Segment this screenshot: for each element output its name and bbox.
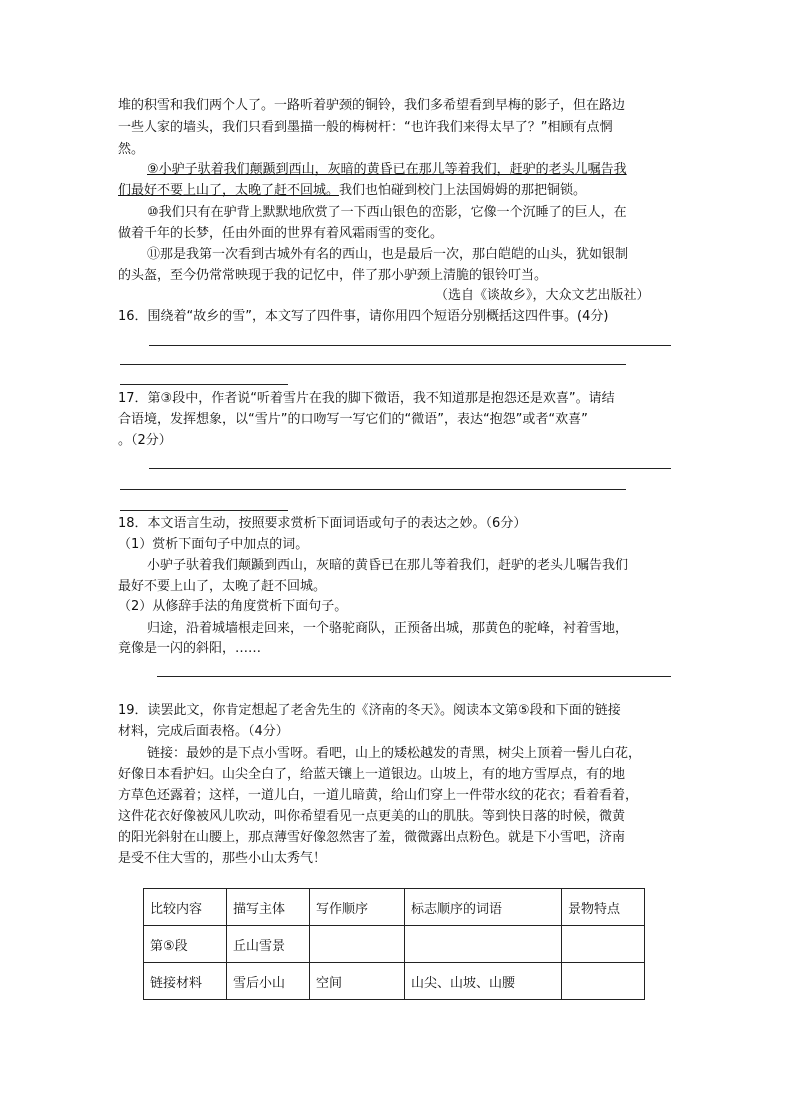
link-material: 这件花衣好像被风儿吹动，叫你希望看见一点更美的山的肌肤。等到快日落的时候，微黄 xyxy=(118,809,626,824)
link-material: 好像日本看护妇。山尖全白了，给蓝天镶上一道银边。山坡上，有的地方雪厚点，有的地 xyxy=(118,767,626,782)
underlined-sentence: 们最好不要上山了，太晚了赶不回城。 xyxy=(118,183,340,198)
passage-line: 做着千年的长梦，任由外面的世界有着风霜雨雪的变化。 xyxy=(118,226,444,241)
table-cell-blank[interactable] xyxy=(562,963,645,1000)
question-19: 19．读罢此文，你肯定想起了老舍先生的《济南的冬天》。阅读本文第⑤段和下面的链接 xyxy=(118,703,621,718)
table-header-cell: 景物特点 xyxy=(562,889,645,926)
answer-line xyxy=(149,468,671,469)
sub-question: （2）从修辞手法的角度赏析下面句子。 xyxy=(118,599,348,614)
link-material: 的阳光斜射在山腰上，那点薄雪好像忽然害了羞，微微露出点粉色。就是下小雪吧，济南 xyxy=(118,830,626,845)
passage-line: 然。 xyxy=(118,142,145,157)
link-material: 链接：最妙的是下点小雪呀。看吧，山上的矮松越发的青黑，树尖上顶着一髻儿白花， xyxy=(147,746,642,761)
answer-line xyxy=(149,345,671,346)
question-17: 17．第③段中，作者说“听着雪片在我的脚下微语，我不知道那是抱怨还是欢喜”。请结 xyxy=(118,391,615,406)
comparison-table xyxy=(143,888,645,1000)
quoted-sentence: 最好不要上山了，太晚了赶不回城。 xyxy=(118,579,327,594)
question-18: 18．本文语言生动，按照要求赏析下面词语或句子的表达之妙。（6分） xyxy=(118,516,527,531)
answer-line xyxy=(157,676,671,677)
table-row xyxy=(144,926,645,963)
quoted-sentence: 归途，沿着城墙根走回来，一个骆驼商队，正预备出城，那黄色的驼峰，衬着雪地， xyxy=(147,621,629,636)
table-cell-blank[interactable] xyxy=(310,926,405,963)
source-citation: （选自《谈故乡》，大众文艺出版社） xyxy=(435,288,650,303)
passage-text: 我们也怕碰到校门上法国姆姆的那把铜锁。 xyxy=(339,183,587,198)
table-cell: 山尖、山坡、山腰 xyxy=(405,963,562,1000)
table-cell: 第⑤段 xyxy=(144,926,227,963)
table-header-cell: 标志顺序的词语 xyxy=(405,889,562,926)
question-16: 16．围绕着“故乡的雪”，本文写了四件事，请你用四个短语分别概括这四件事。(4分) xyxy=(118,309,609,324)
passage-line: ⑪那是我第一次看到古城外有名的西山，也是最后一次，那白皑皑的山头，犹如银制 xyxy=(147,247,629,262)
table-header-cell: 描写主体 xyxy=(227,889,310,926)
question-17: 。（2分） xyxy=(118,433,172,448)
quoted-sentence: 竟像是一闪的斜阳，…… xyxy=(118,641,262,656)
passage-line: ⑩我们只有在驴背上默默地欣赏了一下西山银色的峦影，它像一个沉睡了的巨人，在 xyxy=(147,205,627,220)
table-cell: 雪后小山 xyxy=(227,963,310,1000)
quoted-sentence: 小驴子驮着我们颠踬到西山，灰暗的黄昏已在那儿等着我们，赶驴的老头儿嘱告我们 xyxy=(147,558,629,573)
passage-line: 堆的积雪和我们两个人了。一路听着驴颈的铜铃，我们多希望看到早梅的影子，但在路边 xyxy=(118,98,626,113)
table-cell-blank[interactable] xyxy=(405,926,562,963)
answer-line xyxy=(120,384,288,385)
table-cell: 链接材料 xyxy=(144,963,227,1000)
underlined-sentence: ⑨小驴子驮着我们颠踬到西山，灰暗的黄昏已在那儿等着我们，赶驴的老头儿嘱告我 xyxy=(147,162,627,177)
passage-line: 一些人家的墙头，我们只看到墨描一般的梅树杆：“也许我们来得太早了？”相顾有点惘 xyxy=(118,120,613,135)
question-17: 合语境，发挥想象，以“雪片”的口吻写一写它们的“微语”，表达“抱怨”或者“欢喜” xyxy=(118,412,588,427)
table-header-cell: 写作顺序 xyxy=(310,889,405,926)
table-row xyxy=(144,963,645,1000)
table-header-row xyxy=(144,889,645,926)
table-cell: 丘山雪景 xyxy=(227,926,310,963)
link-material: 方草色还露着；这样，一道儿白，一道儿暗黄，给山们穿上一件带水纹的花衣；看着看着， xyxy=(118,788,639,803)
table-cell-blank[interactable] xyxy=(562,926,645,963)
table-cell: 空间 xyxy=(310,963,405,1000)
link-material: 是受不住大雪的，那些小山太秀气！ xyxy=(118,851,327,866)
question-19: 材料，完成后面表格。（4分） xyxy=(118,724,289,739)
table-header-cell: 比较内容 xyxy=(144,889,227,926)
answer-line xyxy=(120,489,626,490)
sub-question: （1）赏析下面句子中加点的词。 xyxy=(118,537,309,552)
answer-line xyxy=(120,510,288,511)
answer-line xyxy=(120,364,626,365)
passage-line: 的头盔，至今仍常常映现于我的记忆中，伴了那小驴颈上清脆的银铃叮当。 xyxy=(118,268,548,283)
passage-line xyxy=(118,181,586,201)
